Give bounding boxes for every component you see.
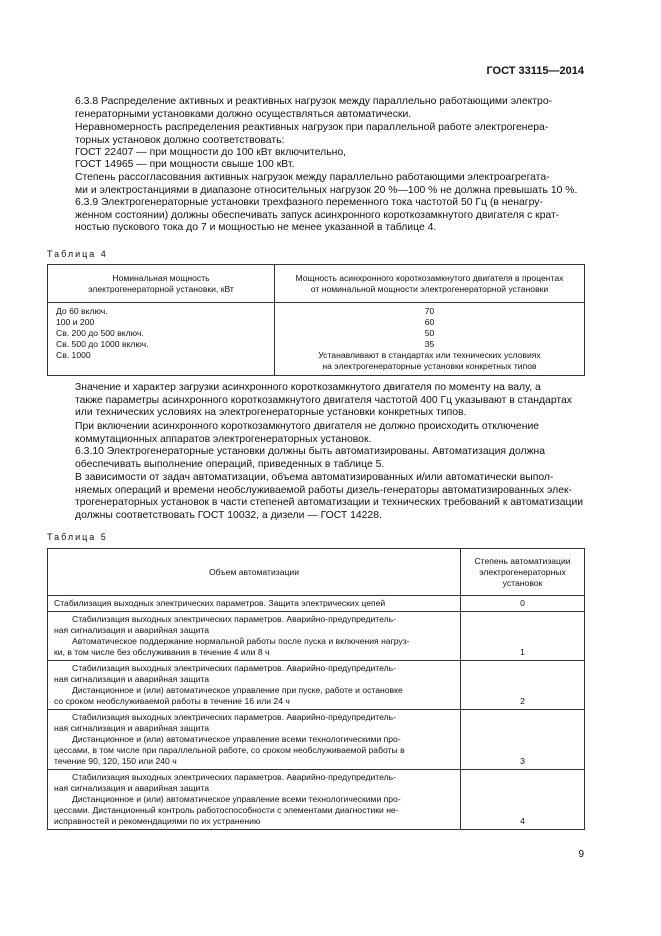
text-line: Св. 500 до 1000 включ. <box>56 339 149 349</box>
text-line: 6.3.8 Распределение активных и реактивных нагрузок между параллельно работающими электро- <box>75 96 553 107</box>
paragraph-active-loads <box>47 172 613 197</box>
text-line: Номинальная мощность <box>112 272 210 283</box>
text-line: Св. 1000 <box>56 350 91 360</box>
text-line: трогенераторных установок в части степеней автоматизации и технических требований к автоматизации <box>75 497 584 509</box>
table-4-motor-percent-values <box>275 303 585 376</box>
text-line: Стабилизация выходных электрических параметров. Аварийно-предупредитель- <box>72 712 396 722</box>
table-row <box>48 612 585 661</box>
table-row <box>48 661 585 710</box>
table-5-col1-header: Объем автоматизации <box>48 549 461 596</box>
paragraph-6-3-8 <box>47 96 613 121</box>
text-line: ностью пускового тока до 7 и мощностью не менее указанной в таблице 4. <box>75 222 437 234</box>
automation-degree-cell: 0 <box>461 596 585 612</box>
automation-degree-cell: 2 <box>461 661 585 710</box>
text-line: от номинальной мощности электрогенераторной установки <box>310 283 549 294</box>
text-line: или технических условиях на электрогенераторные установки конкретных типов. <box>75 407 467 419</box>
table-4-power-values <box>48 303 275 376</box>
text-line: Значение и характер загрузки асинхронного короткозамкнутого двигателя по моменту на валу, а <box>75 382 541 393</box>
text-line: коммутационных аппаратов электрогенераторных установок. <box>75 433 372 445</box>
text-line: ная сигнализация и аварийная защита <box>54 723 209 733</box>
paragraph-reactive-loads <box>47 122 613 147</box>
text-line: 60 <box>424 317 435 327</box>
automation-scope-cell <box>48 770 461 830</box>
text-line: со сроком необслуживаемой работы в течение 16 или 24 ч <box>54 696 290 706</box>
text-line: электрогенераторных <box>479 566 566 577</box>
text-line: Степень рассогласования активных нагрузок между параллельно работающими электроагрегата- <box>75 172 550 183</box>
text-line: на электрогенераторные установки конкретных типов <box>322 361 537 371</box>
text-line: Дистанционное и (или) автоматическое управление всеми технологическими про- <box>72 734 401 744</box>
text-line: Стабилизация выходных электрических параметров. Защита электрических цепей <box>54 598 386 608</box>
text-line: 6.3.9 Электрогенераторные установки трехфазного переменного тока частотой 50 Гц (в ненагру- <box>75 197 543 208</box>
text-line: ми и электростанциями в диапазоне относительных нагрузок 20 %—100 % не должна превышать 10 %. <box>75 184 578 196</box>
text-line: ки, в том числе без обслуживания в течение 4 или 8 ч <box>54 647 270 657</box>
paragraph-6-3-10 <box>47 446 613 471</box>
text-line: 50 <box>424 328 435 338</box>
paragraph-automation-degree <box>47 472 613 522</box>
table-4-col2-header <box>275 265 585 303</box>
text-line: обеспечивать выполнение операций, приведенных в таблице 5. <box>75 458 385 470</box>
text-line: Стабилизация выходных электрических параметров. Аварийно-предупредитель- <box>72 614 396 624</box>
text-line: генераторными установками должно осуществляться автоматически. <box>75 108 412 120</box>
automation-scope-cell <box>48 710 461 770</box>
paragraph-motor-load <box>47 382 613 420</box>
text-line: электрогенераторной установки, кВт <box>88 283 234 294</box>
text-line: До 60 включ. <box>56 306 108 316</box>
table-5-header-row <box>48 549 585 596</box>
table-4-caption: Таблица 4 <box>47 249 108 259</box>
paragraph-no-switching <box>47 421 613 446</box>
automation-scope-cell <box>48 596 461 612</box>
text-line: 70 <box>424 306 435 316</box>
text-line: 6.3.10 Электрогенераторные установки должны быть автоматизированы. Автоматизация должна <box>75 446 546 457</box>
table-4-header-row <box>48 265 585 303</box>
text-line: цессами. Дистанционный контроль работоспособности с элементами диагностики не- <box>54 805 399 815</box>
table-4 <box>47 264 585 376</box>
text-line: исправностей и рекомендациями по их устранению <box>54 816 261 826</box>
text-line: Дистанционное и (или) автоматическое управление при пуске, работе и остановке <box>72 685 403 695</box>
text-line: должны соответствовать ГОСТ 10032, а дизели — ГОСТ 14228. <box>75 509 382 521</box>
table-4-col1-header <box>48 265 275 303</box>
text-line: 100 и 200 <box>56 317 95 327</box>
text-line: Дистанционное и (или) автоматическое управление всеми технологическими про- <box>72 794 401 804</box>
automation-degree-cell: 3 <box>461 710 585 770</box>
paragraph-6-3-9 <box>47 197 613 235</box>
text-line: торных установок должно соответствовать: <box>75 134 285 146</box>
paragraph-gost-14965: ГОСТ 14965 — при мощности свыше 100 кВт. <box>75 159 295 170</box>
automation-degree-cell: 1 <box>461 612 585 661</box>
text-line: Стабилизация выходных электрических параметров. Аварийно-предупредитель- <box>72 772 396 782</box>
table-4-body-row <box>48 303 585 376</box>
table-5 <box>47 548 585 830</box>
text-line: установок <box>502 577 543 588</box>
text-line: Стабилизация выходных электрических параметров. Аварийно-предупредитель- <box>72 663 396 673</box>
table-5-caption: Таблица 5 <box>47 532 108 542</box>
text-line: 35 <box>424 339 435 349</box>
automation-scope-cell <box>48 612 461 661</box>
table-row <box>48 596 585 612</box>
text-line: женном состоянии) должны обеспечивать запуск асинхронного короткозамкнутого двигателя с крат- <box>75 209 560 221</box>
text-line: Устанавливают в стандартах или технических условиях <box>318 350 541 360</box>
text-line: цессами, в том числе при параллельной работе, со сроком необслуживаемой работы в <box>54 745 405 755</box>
automation-scope-cell <box>48 661 461 710</box>
text-line: В зависимости от задач автоматизации, объема автоматизированных и/или автоматически выпол- <box>75 472 554 483</box>
text-line: няемых операций и времени необслуживаемой работы дизель-генераторы автоматизированных элек- <box>75 484 572 496</box>
text-line: При включении асинхронного короткозамкнутого двигателя не должно происходить отключение <box>75 421 540 432</box>
text-line: ная сигнализация и аварийная защита <box>54 625 209 635</box>
text-line: Св. 200 до 500 включ. <box>56 328 144 338</box>
text-line: Степень автоматизации <box>474 555 571 566</box>
text-line: Неравномерность распределения реактивных нагрузок при параллельной работе электрогенера- <box>75 122 549 133</box>
paragraph-gost-22407: ГОСТ 22407 — при мощности до 100 кВт включительно, <box>75 147 347 158</box>
text-line: ная сигнализация и аварийная защита <box>54 674 209 684</box>
text-line: течение 90, 120, 150 или 240 ч <box>54 756 177 766</box>
table-row <box>48 770 585 830</box>
automation-degree-cell: 4 <box>461 770 585 830</box>
table-row <box>48 710 585 770</box>
table-5-col2-header <box>461 549 585 596</box>
document-header: ГОСТ 33115—2014 <box>486 65 584 77</box>
text-line: также параметры асинхронного короткозамкнутого двигателя частотой 400 Гц указывают в стандартах <box>75 394 572 406</box>
text-line: Мощность асинхронного короткозамкнутого двигателя в процентах <box>295 272 564 283</box>
table-5-body <box>48 596 585 830</box>
text-line: Автоматическое поддержание нормальной работы после пуска и включения нагруз- <box>72 636 410 646</box>
page-number: 9 <box>578 849 584 860</box>
text-line: ная сигнализация и аварийная защита <box>54 783 209 793</box>
